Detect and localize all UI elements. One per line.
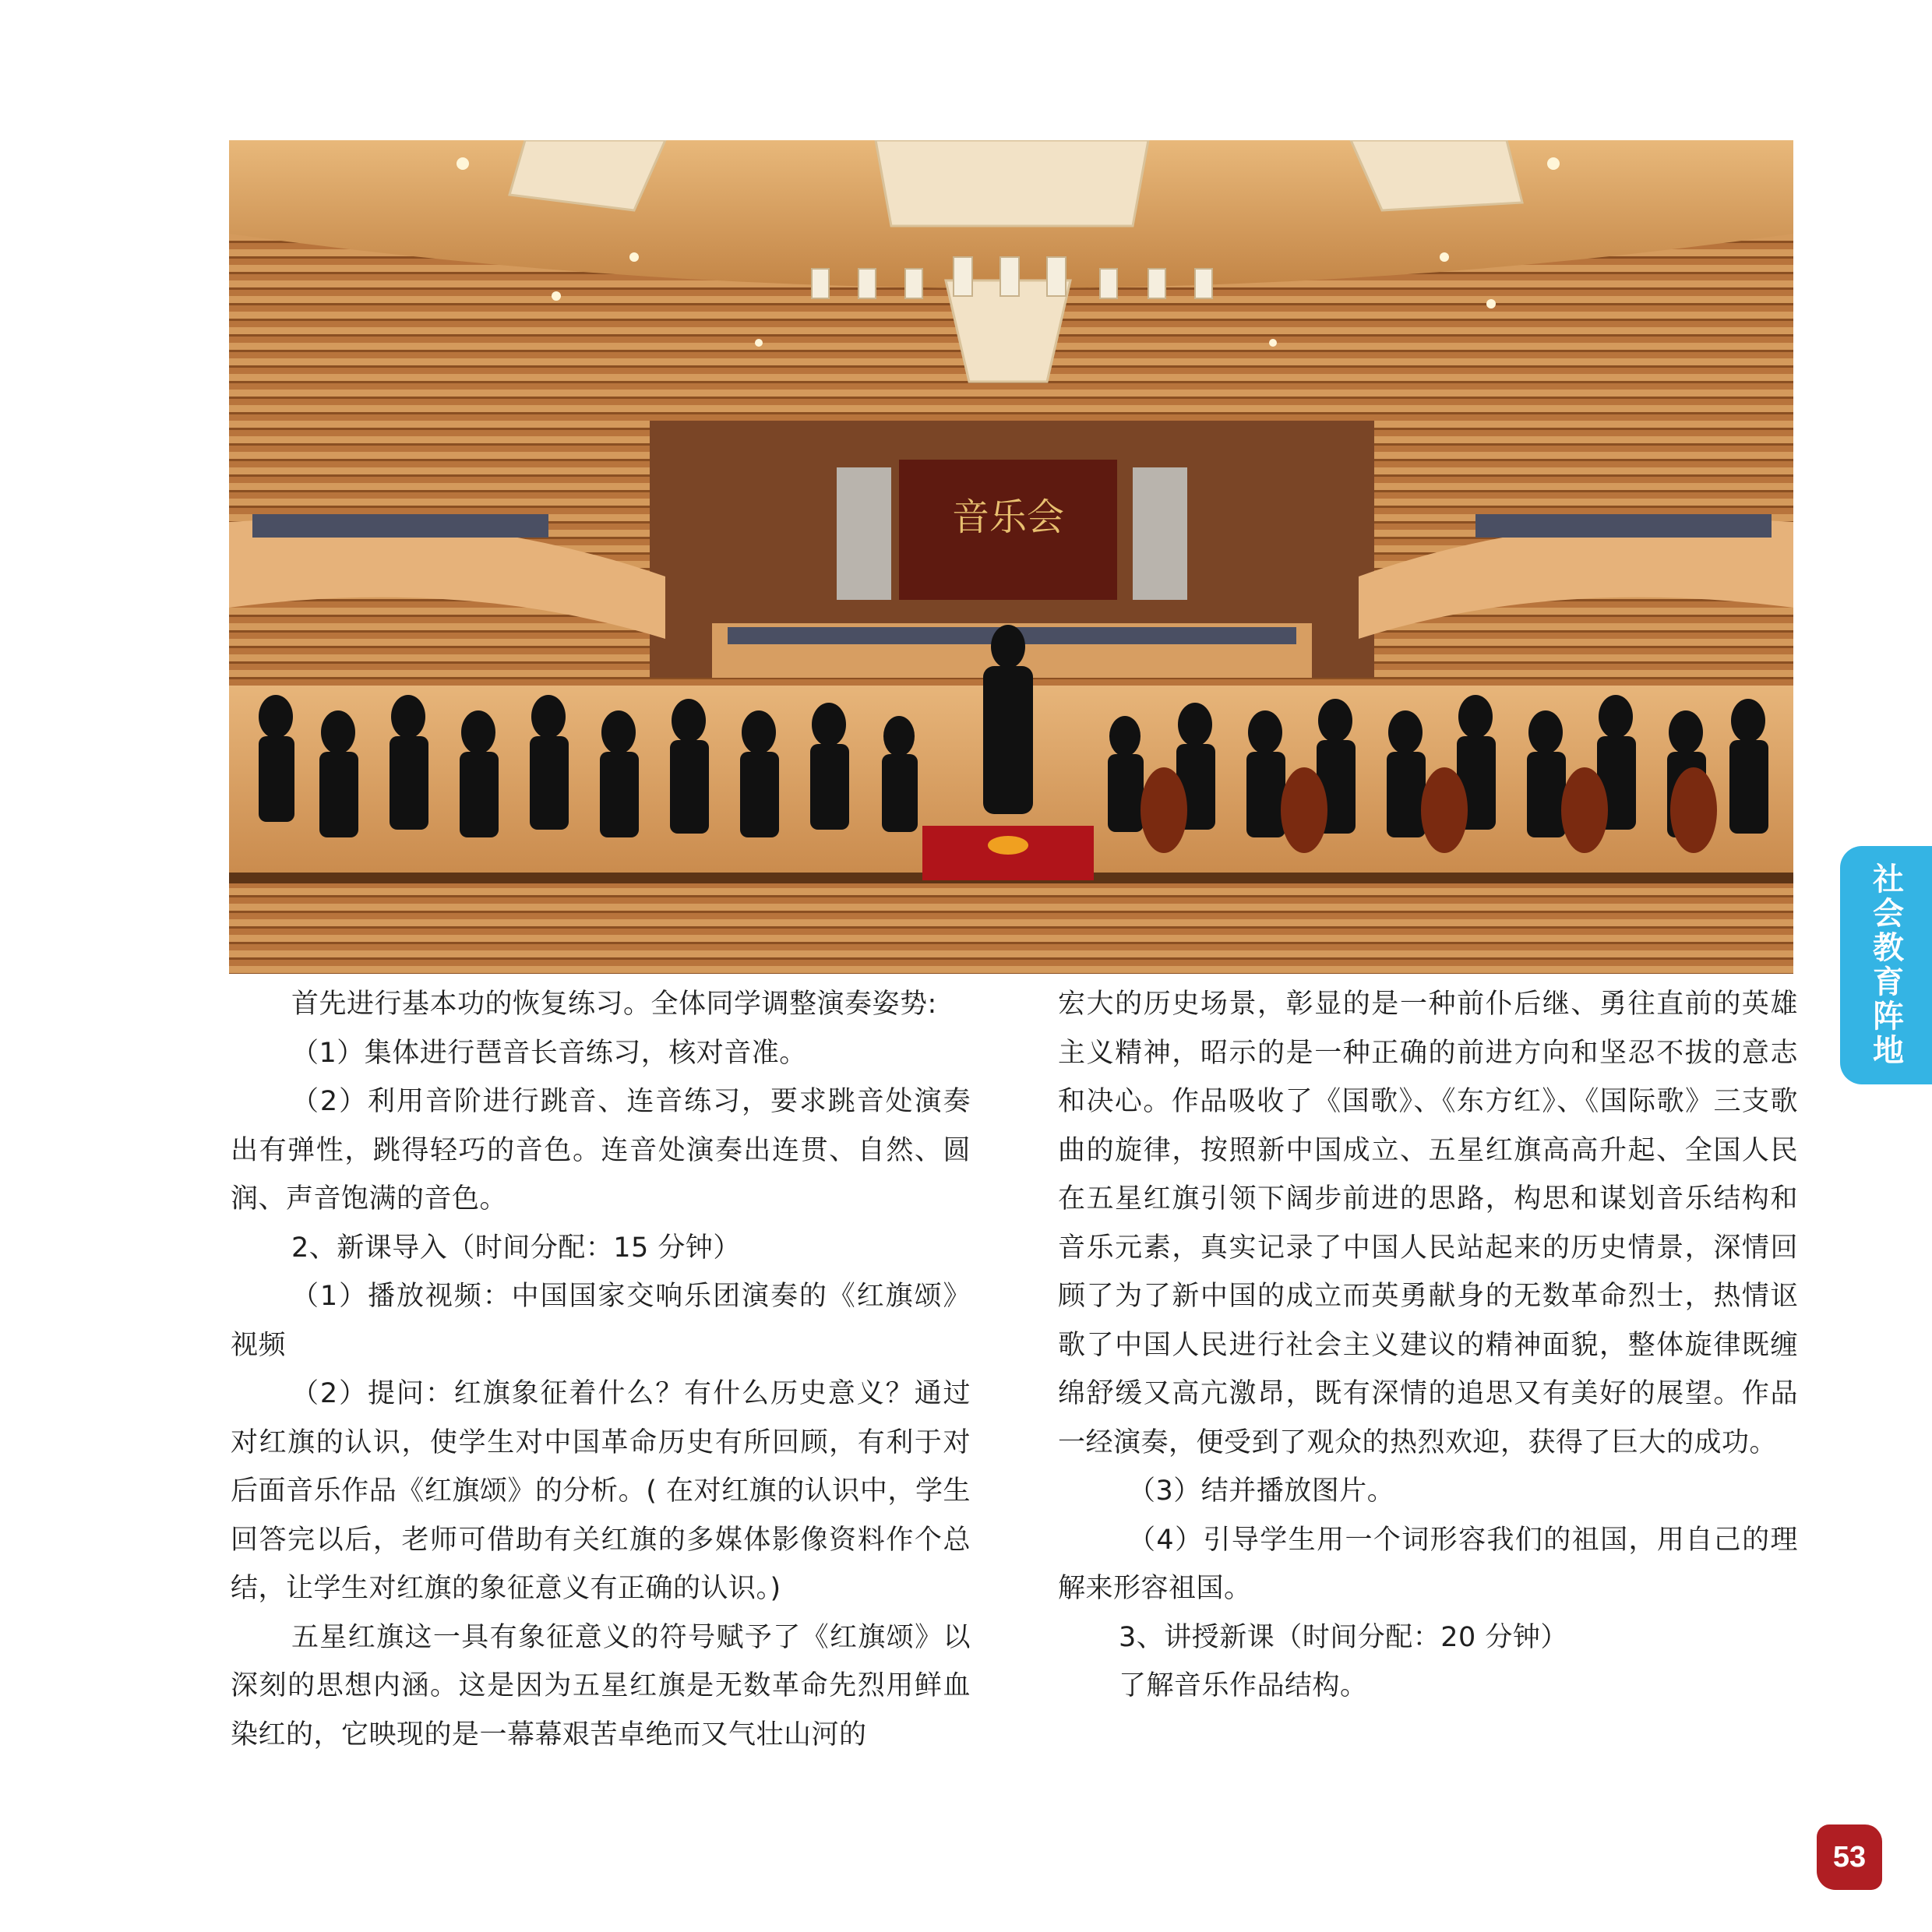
paragraph: （4）引导学生用一个词形容我们的祖国，用自己的理解来形容祖国。: [1058, 1524, 1798, 1604]
concert-hall-illustration: [229, 140, 1793, 974]
paragraph: （1）集体进行琶音长音练习，核对音准。: [291, 1037, 807, 1069]
paragraph: （2）提问：红旗象征着什么？有什么历史意义？通过对红旗的认识，使学生对中国革命历史有所回顾，有利于对后面音乐作品《红旗颂》的分析。( 在对红旗的认识中，学生回答完以后，老师可借助有关红旗的多媒体影像资料作个总结，让学生对红旗的象征意义有正确的认识。): [231, 1378, 971, 1604]
paragraph: 首先进行基本功的恢复练习。全体同学调整演奏姿势:: [291, 989, 937, 1020]
paragraph: 了解音乐作品结构。: [1119, 1670, 1368, 1701]
section-heading: 2、新课导入（时间分配：15 分钟）: [291, 1232, 741, 1264]
section-side-tab: [1840, 846, 1932, 1084]
banner-title: 音乐会: [951, 495, 1065, 539]
paragraph: （3）结并播放图片。: [1128, 1475, 1395, 1507]
paragraph: （2）利用音阶进行跳音、连音练习，要求跳音处演奏出有弹性，跳得轻巧的音色。连音处演奏出连贯、自然、圆润、声音饱满的音色。: [231, 1086, 971, 1215]
paragraph: 宏大的历史场景，彰显的是一种前仆后继、勇往直前的英雄主义精神，昭示的是一种正确的前进方向和坚忍不拔的意志和决心。作品吸收了《国歌》、《东方红》、《国际歌》三支歌曲的旋律，按照新中国成立、五星红旗高高升起、全国人民在五星红旗引领下阔步前进的思路，构思和谋划音乐结构和音乐元素，真实记录了中国人民站起来的历史情景，深情回顾了为了新中国的成立而英勇献身的无数革命烈士，热情讴歌了中国人民进行社会主义建议的精神面貌，整体旋律既缠绵舒缓又高亢激昂，既有深情的追思又有美好的展望。作品一经演奏，便受到了观众的热烈欢迎，获得了巨大的成功。: [1058, 989, 1798, 1458]
side-tab-label: 社会教育阵地: [1867, 862, 1904, 1068]
paragraph: 五星红旗这一具有象征意义的符号赋予了《红旗颂》以深刻的思想内涵。这是因为五星红旗是无数革命先烈用鲜血染红的，它映现的是一幕幕艰苦卓绝而又气壮山河的: [231, 1621, 971, 1750]
left-text-column: [231, 980, 971, 1759]
right-text-column: [1058, 980, 1798, 1711]
paragraph: （1）播放视频：中国国家交响乐团演奏的《红旗颂》视频: [231, 1281, 971, 1361]
concert-hall-photo: [229, 140, 1793, 974]
section-heading: 3、讲授新课（时间分配：20 分钟）: [1119, 1621, 1568, 1653]
page-number: 53: [1817, 1824, 1882, 1890]
